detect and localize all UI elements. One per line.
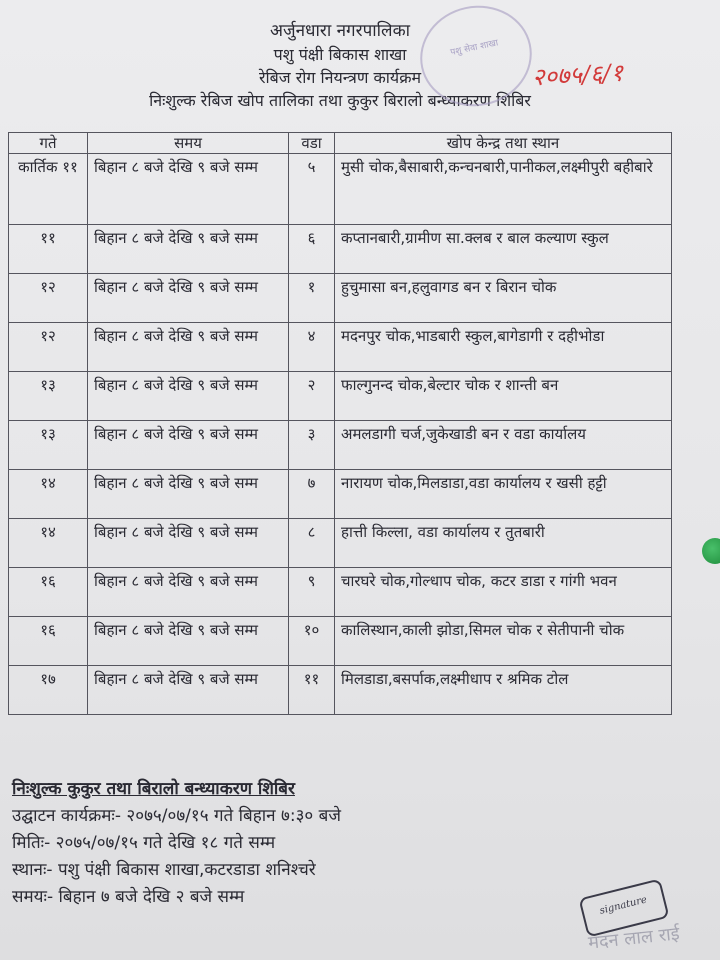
document-title: निःशुल्क रेबिज खोप तालिका तथा कुकुर बिरालो बन्ध्याकरण शिबिर xyxy=(149,91,531,110)
table-header-row xyxy=(9,133,672,154)
camp-venue: स्थानः- पशु पंक्षी बिकास शाखा,कटरडाडा शनिश्चरे xyxy=(12,860,316,880)
cell-date: १७ xyxy=(9,666,88,715)
stamp-text: पशु सेवा शाखा xyxy=(449,38,500,59)
cell-time: बिहान ८ बजे देखि ९ बजे सम्म xyxy=(88,274,289,323)
program-name: रेबिज रोग नियन्त्रण कार्यक्रम xyxy=(258,68,422,87)
cell-place: मिलडाडा,बसर्पाक,लक्ष्मीधाप र श्रमिक टोल xyxy=(335,666,672,715)
table-row xyxy=(9,617,672,666)
signature-scribble: signature xyxy=(598,894,649,917)
header-ward: वडा xyxy=(289,133,335,154)
cell-date: कार्तिक ११ xyxy=(9,154,88,225)
header-place: खोप केन्द्र तथा स्थान xyxy=(335,133,672,154)
camp-date: मितिः- २०७५/०७/१५ गते देखि १८ गते सम्म xyxy=(12,833,276,853)
header-time: समय xyxy=(88,133,289,154)
cell-time: बिहान ८ बजे देखि ९ बजे सम्म xyxy=(88,154,289,225)
cell-place: नारायण चोक,मिलडाडा,वडा कार्यालय र खसी हट्टी xyxy=(335,470,672,519)
table-row xyxy=(9,666,672,715)
camp-inauguration: उद्घाटन कार्यक्रमः- २०७५/०७/१५ गते बिहान ७:३० बजे xyxy=(12,806,341,826)
cell-time: बिहान ८ बजे देखि ९ बजे सम्म xyxy=(88,617,289,666)
cell-time: बिहान ८ बजे देखि ९ बजे सम्म xyxy=(88,372,289,421)
cell-time: बिहान ८ बजे देखि ९ बजे सम्म xyxy=(88,666,289,715)
cell-place: हात्ती किल्ला, वडा कार्यालय र तुतबारी xyxy=(335,519,672,568)
cell-ward: ३ xyxy=(289,421,335,470)
cell-date: १२ xyxy=(9,323,88,372)
cell-date: ११ xyxy=(9,225,88,274)
vaccination-schedule-table xyxy=(8,132,672,715)
cell-time: बिहान ८ बजे देखि ९ बजे सम्म xyxy=(88,470,289,519)
sterilization-camp-section xyxy=(12,776,341,911)
cell-place: चारघरे चोक,गोल्धाप चोक, कटर डाडा र गांगी भवन xyxy=(335,568,672,617)
table-row xyxy=(9,519,672,568)
handwritten-date: २०७५/६/१ xyxy=(531,58,624,92)
cell-ward: ७ xyxy=(289,470,335,519)
header-date: गते xyxy=(9,133,88,154)
cell-date: १३ xyxy=(9,372,88,421)
cell-date: १६ xyxy=(9,617,88,666)
cell-date: १४ xyxy=(9,519,88,568)
cell-ward: ८ xyxy=(289,519,335,568)
cell-ward: २ xyxy=(289,372,335,421)
cell-place: मुसी चोक,बैसाबारी,कन्चनबारी,पानीकल,लक्ष्मीपुरी बहीबारे xyxy=(335,154,672,225)
table-row xyxy=(9,323,672,372)
signatory-name: मदन लाल राई xyxy=(587,923,681,954)
cell-time: बिहान ८ बजे देखि ९ बजे सम्म xyxy=(88,323,289,372)
table-row xyxy=(9,421,672,470)
table-row xyxy=(9,274,672,323)
municipality-name: अर्जुनधारा नगरपालिका xyxy=(269,21,411,41)
table-row xyxy=(9,568,672,617)
camp-time: समयः- बिहान ७ बजे देखि २ बजे सम्म xyxy=(12,887,245,907)
cell-date: १४ xyxy=(9,470,88,519)
cell-time: बिहान ८ बजे देखि ९ बजे सम्म xyxy=(88,421,289,470)
cell-ward: १ xyxy=(289,274,335,323)
table-row xyxy=(9,372,672,421)
table-row xyxy=(9,470,672,519)
cell-place: कालिस्थान,काली झोडा,सिमल चोक र सेतीपानी चोक xyxy=(335,617,672,666)
cell-ward: ६ xyxy=(289,225,335,274)
cell-date: १६ xyxy=(9,568,88,617)
cell-place: अमलडागी चर्ज,जुकेखाडी बन र वडा कार्यालय xyxy=(335,421,672,470)
camp-title: निःशुल्क कुकुर तथा बिरालो बन्ध्याकरण शिबिर xyxy=(12,779,295,799)
cell-time: बिहान ८ बजे देखि ९ बजे सम्म xyxy=(88,519,289,568)
cell-ward: ५ xyxy=(289,154,335,225)
cell-time: बिहान ८ बजे देखि ९ बजे सम्म xyxy=(88,568,289,617)
cell-date: १२ xyxy=(9,274,88,323)
table-row xyxy=(9,154,672,225)
cell-place: फाल्गुनन्द चोक,बेल्टार चोक र शान्ती बन xyxy=(335,372,672,421)
cell-ward: ४ xyxy=(289,323,335,372)
cell-date: १३ xyxy=(9,421,88,470)
table-row xyxy=(9,225,672,274)
cell-ward: ११ xyxy=(289,666,335,715)
cell-place: मदनपुर चोक,भाडबारी स्कुल,बागेडागी र दहीभोडा xyxy=(335,323,672,372)
branch-name: पशु पंक्षी बिकास शाखा xyxy=(273,45,407,64)
cell-place: हुचुमासा बन,हलुवागड बन र बिरान चोक xyxy=(335,274,672,323)
cell-ward: १० xyxy=(289,617,335,666)
cell-time: बिहान ८ बजे देखि ९ बजे सम्म xyxy=(88,225,289,274)
cell-ward: ९ xyxy=(289,568,335,617)
floating-action-dot[interactable] xyxy=(702,538,720,564)
cell-place: कप्तानबारी,ग्रामीण सा.क्लब र बाल कल्याण स्कुल xyxy=(335,225,672,274)
